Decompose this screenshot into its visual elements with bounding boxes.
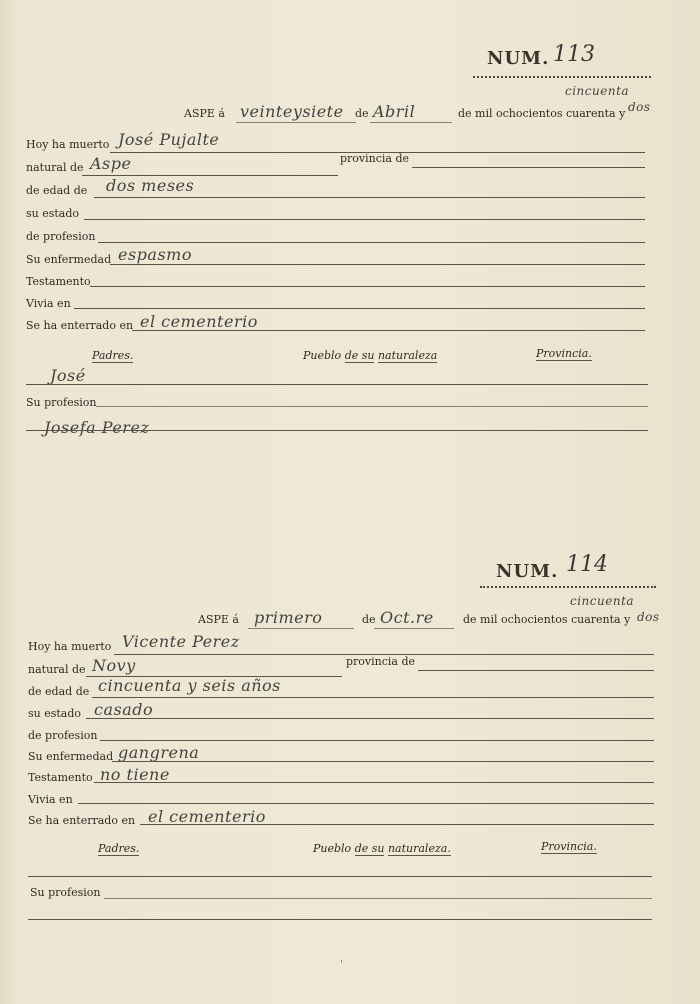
deceased-name-label: Hoy ha muerto bbox=[28, 640, 112, 653]
occupation-line bbox=[98, 242, 645, 243]
deceased-name: Vicente Perez bbox=[122, 632, 240, 651]
occupation-label: de profesion bbox=[28, 729, 98, 742]
father-occupation-label: Su profesion bbox=[26, 396, 97, 409]
death-month: Abril bbox=[373, 102, 416, 121]
parents-province-header: Provincia. bbox=[536, 347, 592, 360]
mother-name: Josefa Perez bbox=[44, 418, 150, 437]
will-line bbox=[94, 782, 654, 783]
record-number-value: 113 bbox=[553, 42, 595, 67]
age-line bbox=[92, 697, 654, 698]
day-line bbox=[248, 628, 354, 629]
burial-label: Se ha enterrado en bbox=[26, 319, 134, 332]
illness-label: Su enfermedad bbox=[28, 750, 114, 763]
residence-line bbox=[78, 803, 654, 804]
will: no tiene bbox=[100, 765, 170, 784]
month-prefix-label: de bbox=[355, 107, 369, 120]
father-occupation-line bbox=[104, 898, 652, 899]
will-label: Testamento bbox=[26, 275, 91, 288]
illness: gangrena bbox=[118, 743, 200, 762]
parents-province-header: Provincia. bbox=[541, 840, 597, 853]
record-number-value: 114 bbox=[566, 552, 608, 577]
marital-status-line bbox=[86, 718, 654, 719]
province-line bbox=[412, 167, 645, 168]
marital-status-line bbox=[84, 219, 645, 220]
month-line bbox=[374, 628, 454, 629]
mother-line bbox=[28, 919, 652, 920]
year-unit: dos bbox=[637, 610, 660, 624]
age: cincuenta y seis años bbox=[98, 676, 281, 695]
death-day: veinteysiete bbox=[240, 102, 344, 121]
year-prefix-label: de mil ochocientos cuarenta y bbox=[463, 613, 631, 626]
burial-line bbox=[132, 330, 645, 331]
residence-label: Vivia en bbox=[26, 297, 71, 310]
year-tens: cincuenta bbox=[570, 594, 635, 608]
age-label: de edad de bbox=[28, 685, 90, 698]
father-occupation-label: Su profesion bbox=[30, 886, 101, 899]
hometown-header: Pueblo de su naturaleza bbox=[303, 349, 438, 362]
death-month: Oct.re bbox=[380, 608, 434, 627]
residence-label: Vivia en bbox=[28, 793, 73, 806]
month-prefix-label: de bbox=[362, 613, 376, 626]
death-day: primero bbox=[254, 608, 323, 627]
occupation-line bbox=[100, 740, 654, 741]
record-number-label: NUM. bbox=[496, 561, 559, 582]
mother-line bbox=[26, 430, 648, 431]
month-line bbox=[370, 122, 452, 123]
illness-label: Su enfermedad bbox=[26, 253, 112, 266]
deceased-name-label: Hoy ha muerto bbox=[26, 138, 110, 151]
burial-label: Se ha enterrado en bbox=[28, 814, 136, 827]
burial-line bbox=[140, 824, 654, 825]
parents-header: Padres. bbox=[92, 349, 134, 362]
birthplace: Aspe bbox=[90, 154, 132, 173]
birthplace-label: natural de bbox=[26, 161, 84, 174]
burial-place: el cementerio bbox=[140, 312, 258, 331]
age: dos meses bbox=[106, 176, 195, 195]
record-number-label: NUM. bbox=[487, 48, 550, 69]
occupation-label: de profesion bbox=[26, 230, 96, 243]
marital-status: casado bbox=[94, 700, 154, 719]
birthplace: Novy bbox=[92, 656, 136, 675]
hometown-header: Pueblo de su naturaleza. bbox=[313, 842, 451, 855]
marital-status-label: su estado bbox=[28, 707, 82, 720]
will-line bbox=[90, 286, 645, 287]
age-label: de edad de bbox=[26, 184, 88, 197]
illness-line bbox=[110, 264, 645, 265]
father-name: José bbox=[50, 366, 86, 385]
year-unit: dos bbox=[628, 100, 651, 114]
place-label: ASPE á bbox=[184, 107, 225, 120]
deceased-name: José Pujalte bbox=[118, 130, 220, 149]
will-label: Testamento bbox=[28, 771, 93, 784]
province-label: provincia de bbox=[340, 152, 410, 165]
record-number-rule bbox=[480, 586, 656, 588]
province-line bbox=[418, 670, 654, 671]
burial-place: el cementerio bbox=[148, 807, 266, 826]
illness-line bbox=[112, 761, 654, 762]
page-mark: ˈ bbox=[340, 960, 343, 971]
father-line bbox=[26, 384, 648, 385]
father-line bbox=[28, 876, 652, 877]
illness: espasmo bbox=[118, 245, 192, 264]
parents-header: Padres. bbox=[98, 842, 140, 855]
day-line bbox=[236, 122, 356, 123]
year-prefix-label: de mil ochocientos cuarenta y bbox=[458, 107, 626, 120]
father-occupation-line bbox=[96, 406, 648, 407]
record-number-rule bbox=[473, 76, 651, 78]
province-label: provincia de bbox=[346, 655, 416, 668]
age-line bbox=[94, 197, 645, 198]
year-tens: cincuenta bbox=[565, 84, 630, 98]
residence-line bbox=[74, 308, 645, 309]
birthplace-label: natural de bbox=[28, 663, 86, 676]
marital-status-label: su estado bbox=[26, 207, 80, 220]
place-label: ASPE á bbox=[198, 613, 239, 626]
